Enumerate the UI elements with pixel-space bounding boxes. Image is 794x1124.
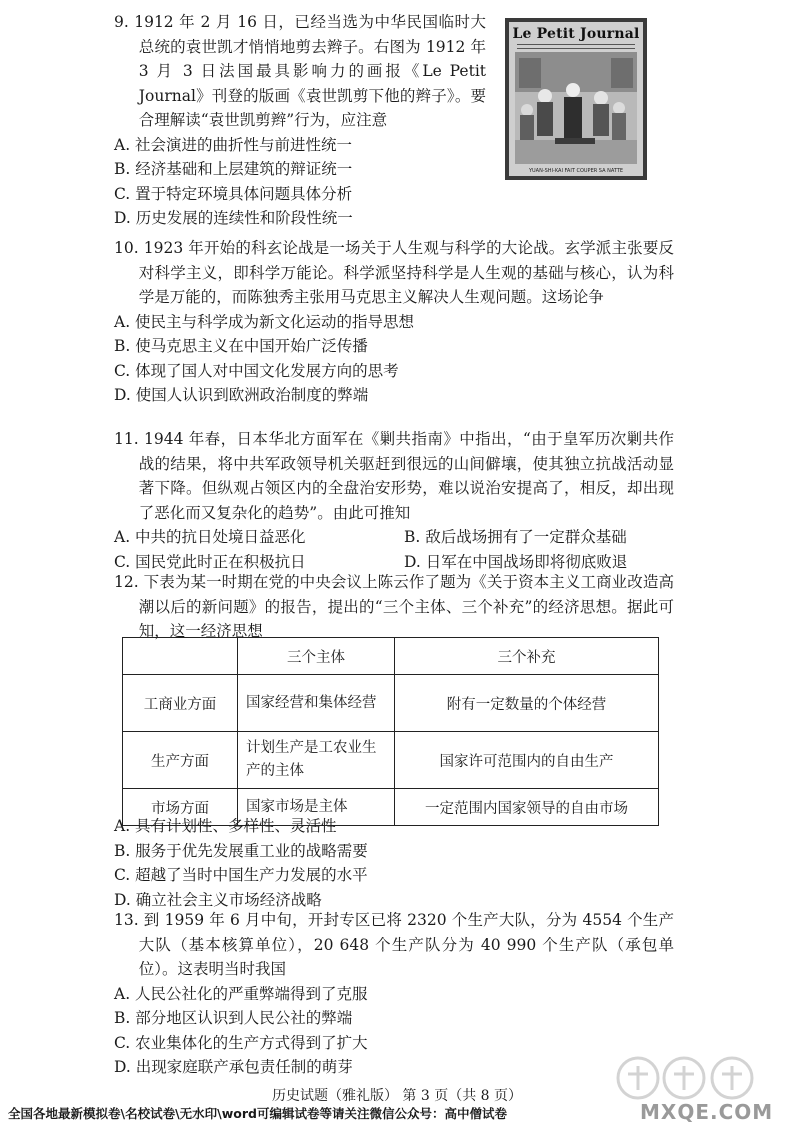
question-11-option-a: A. 中共的抗日处境日益恶化	[114, 528, 306, 546]
table-header-cell	[123, 638, 238, 675]
question-13-option-a: A. 人民公社化的严重弊端得到了克服	[114, 984, 368, 1003]
table-row	[123, 732, 659, 789]
question-13-option-b: B. 部分地区认识到人民公社的弊端	[114, 1009, 353, 1027]
newspaper-masthead: Le Petit Journal	[512, 26, 640, 42]
question-11-option-d: D. 日军在中国战场即将彻底败退	[404, 552, 628, 571]
economic-thought-table	[122, 637, 659, 826]
newspaper-rule	[517, 44, 635, 49]
question-10-option-c: C. 体现了国人对中国文化发展方向的思考	[114, 361, 399, 380]
question-11-option-b: B. 敌后战场拥有了一定群众基础	[404, 528, 627, 546]
table-header-cell: 三个补充	[395, 638, 659, 675]
question-10-stem: 10. 1923 年开始的科玄论战是一场关于人生观与科学的大论战。玄学派主张要反对科学主义，即科学万能论。科学派坚持科学是人生观的基础与核心，认为科学是万能的，而陈独秀主张用马克思主义解决人生观问题。这场论争	[114, 239, 674, 306]
table-cell: 计划生产是工农业生产的主体	[238, 732, 395, 789]
table-row-header: 市场方面	[123, 789, 238, 826]
le-petit-journal-image	[505, 18, 647, 180]
table-header-cell: 三个主体	[238, 638, 395, 675]
table-cell: 一定范围内国家领导的自由市场	[395, 789, 659, 826]
table-row-header: 工商业方面	[123, 675, 238, 732]
question-12-option-a: A. 具有计划性、多样性、灵活性	[114, 817, 337, 835]
question-12-stem: 12. 下表为某一时期在党的中央会议上陈云作了题为《关于资本主义工商业改造高潮以后的新问题》的报告，提出的“三个主体、三个补充”的经济思想。据此可知，这一经济思想	[114, 573, 674, 640]
table-cell: 国家经营和集体经营	[238, 675, 395, 732]
table-row-header: 生产方面	[123, 732, 238, 789]
question-9-option-a: A. 社会演进的曲折性与前进性统一	[114, 135, 353, 154]
question-12-option-c: C. 超越了当时中国生产力发展的水平	[114, 866, 368, 884]
question-13	[114, 908, 674, 1080]
question-13-option-c: C. 农业集体化的生产方式得到了扩大	[114, 1033, 368, 1052]
question-11-options	[114, 525, 674, 574]
table-row	[123, 675, 659, 732]
question-10-option-d: D. 使国人认识到欧洲政治制度的弊端	[114, 386, 369, 404]
table-cell: 附有一定数量的个体经营	[395, 675, 659, 732]
page-footer: 历史试题（雅礼版） 第 3 页（共 8 页）	[271, 1088, 523, 1104]
question-9-stem: 9. 1912 年 2 月 16 日，已经当选为中华民国临时大总统的袁世凯才悄悄地剪去辫子。右图为 1912 年 3 月 3 日法国最具影响力的画报《Le Petit Journal》刊登的版画《袁世凯剪下他的辫子》。要合理解读“袁世凯剪辫”行为，应注意	[114, 13, 486, 129]
question-10	[114, 236, 674, 408]
question-9-option-b: B. 经济基础和上层建筑的辩证统一	[114, 160, 353, 178]
bottom-banner: 全国各地最新模拟卷\名校试卷\无水印\word可编辑试卷等请关注微信公众号：高中僧试卷	[8, 1106, 507, 1121]
question-11	[114, 427, 674, 574]
question-10-option-b: B. 使马克思主义在中国开始广泛传播	[114, 337, 368, 355]
question-9	[114, 10, 486, 231]
question-9-option-d: D. 历史发展的连续性和阶段性统一	[114, 209, 353, 227]
question-11-option-c: C. 国民党此时正在积极抗日	[114, 552, 306, 571]
table-cell: 国家许可范围内的自由生产	[395, 732, 659, 789]
question-12-option-d: D. 确立社会主义市场经济战略	[114, 890, 322, 909]
question-12	[114, 570, 674, 644]
engraving-illustration	[515, 52, 637, 164]
question-12-option-b: B. 服务于优先发展重工业的战略需要	[114, 841, 368, 860]
question-12-options	[114, 814, 674, 912]
newspaper-caption: YUAN-SHI-KAI FAIT COUPER SA NATTE	[528, 168, 624, 174]
question-13-option-d: D. 出现家庭联产承包责任制的萌芽	[114, 1058, 353, 1076]
table-cell: 国家市场是主体	[238, 789, 395, 826]
table-header-row	[123, 638, 659, 675]
question-10-option-a: A. 使民主与科学成为新文化运动的指导思想	[114, 312, 415, 331]
question-13-stem: 13. 到 1959 年 6 月中旬，开封专区已将 2320 个生产大队，分为 4554 个生产大队（基本核算单位），20 648 个生产队分为 40 990 个生产队（承包单位）。这表明当时我国	[114, 911, 674, 978]
watermark-site-text: MXQE.COM	[640, 1100, 774, 1124]
question-11-stem: 11. 1944 年春，日本华北方面军在《剿共指南》中指出，“由于皇军历次剿共作战的结果，将中共军政领导机关驱赶到很远的山间僻壤，使其独立抗战活动显著下降。但纵观占领区内的全盘治安形势，难以说治安提高了，相反，却出现了恶化而又复杂化的趋势”。由此可推知	[114, 430, 674, 522]
question-9-option-c: C. 置于特定环境具体问题具体分析	[114, 184, 353, 203]
